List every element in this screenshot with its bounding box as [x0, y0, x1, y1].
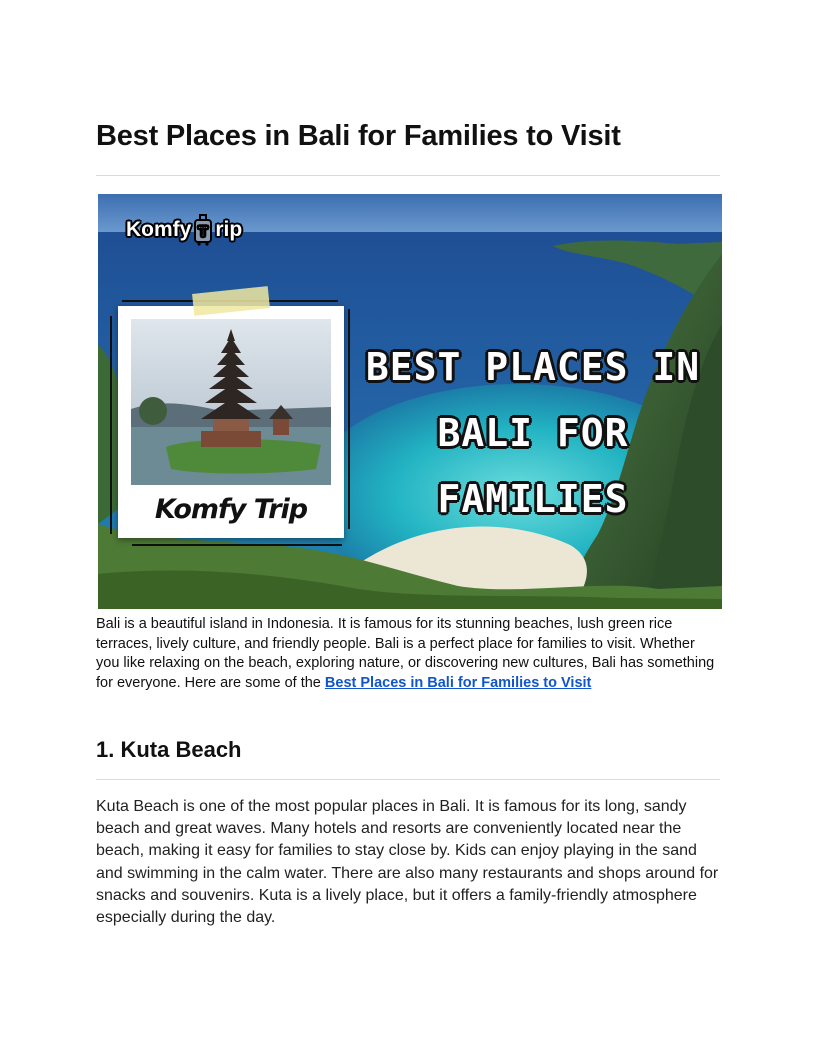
hero-image	[98, 194, 722, 609]
frame-bottom-line	[132, 544, 342, 546]
polaroid-caption: Komfy Trip	[154, 494, 308, 525]
intro-paragraph	[96, 615, 720, 693]
section-heading-kuta: 1. Kuta Beach	[96, 737, 242, 762]
title-divider	[96, 175, 720, 176]
brand-letter: T	[199, 223, 208, 239]
temple-scene	[131, 319, 331, 485]
overlay-line-2: BALI FOR	[437, 411, 629, 455]
frame-left-line	[110, 316, 112, 534]
overlay-line-3: FAMILIES	[437, 477, 629, 521]
brand-logo	[126, 214, 242, 246]
brand-text-after: rip	[215, 218, 243, 241]
brand-text-before: Komfy	[126, 218, 192, 241]
section-body-kuta: Kuta Beach is one of the most popular places in Bali. It is famous for its long, sandy beach and great waves. Many hotels and resorts are conveniently located near the beach, making it easy for families to stay close by. Kids can enjoy playing in the sand and swimming in the calm water. There are also many restaurants and shops around for snacks and souvenirs. Kuta is a lively place, but it offers a family-friendly atmosphere especially during the day.	[96, 798, 719, 927]
overlay-line-1: BEST PLACES IN	[365, 345, 701, 389]
polaroid-frame	[118, 306, 344, 538]
intro-link[interactable]: Best Places in Bali for Families to Visit	[324, 674, 592, 691]
hero-overlay-title	[338, 334, 722, 532]
page-title: Best Places in Bali for Families to Visit	[96, 120, 621, 152]
luggage-icon	[193, 214, 213, 246]
intro-text: Bali is a beautiful island in Indonesia. It is famous for its stunning beaches, lush green rice terraces, lively culture, and friendly people. Bali is a perfect place for families to visit. Whether you like relaxing on the beach, exploring nature, or discovering new cultures, Bali has something for everyone. Here are some of the	[96, 616, 715, 691]
temple-photo	[131, 319, 331, 485]
section-divider	[96, 779, 720, 780]
